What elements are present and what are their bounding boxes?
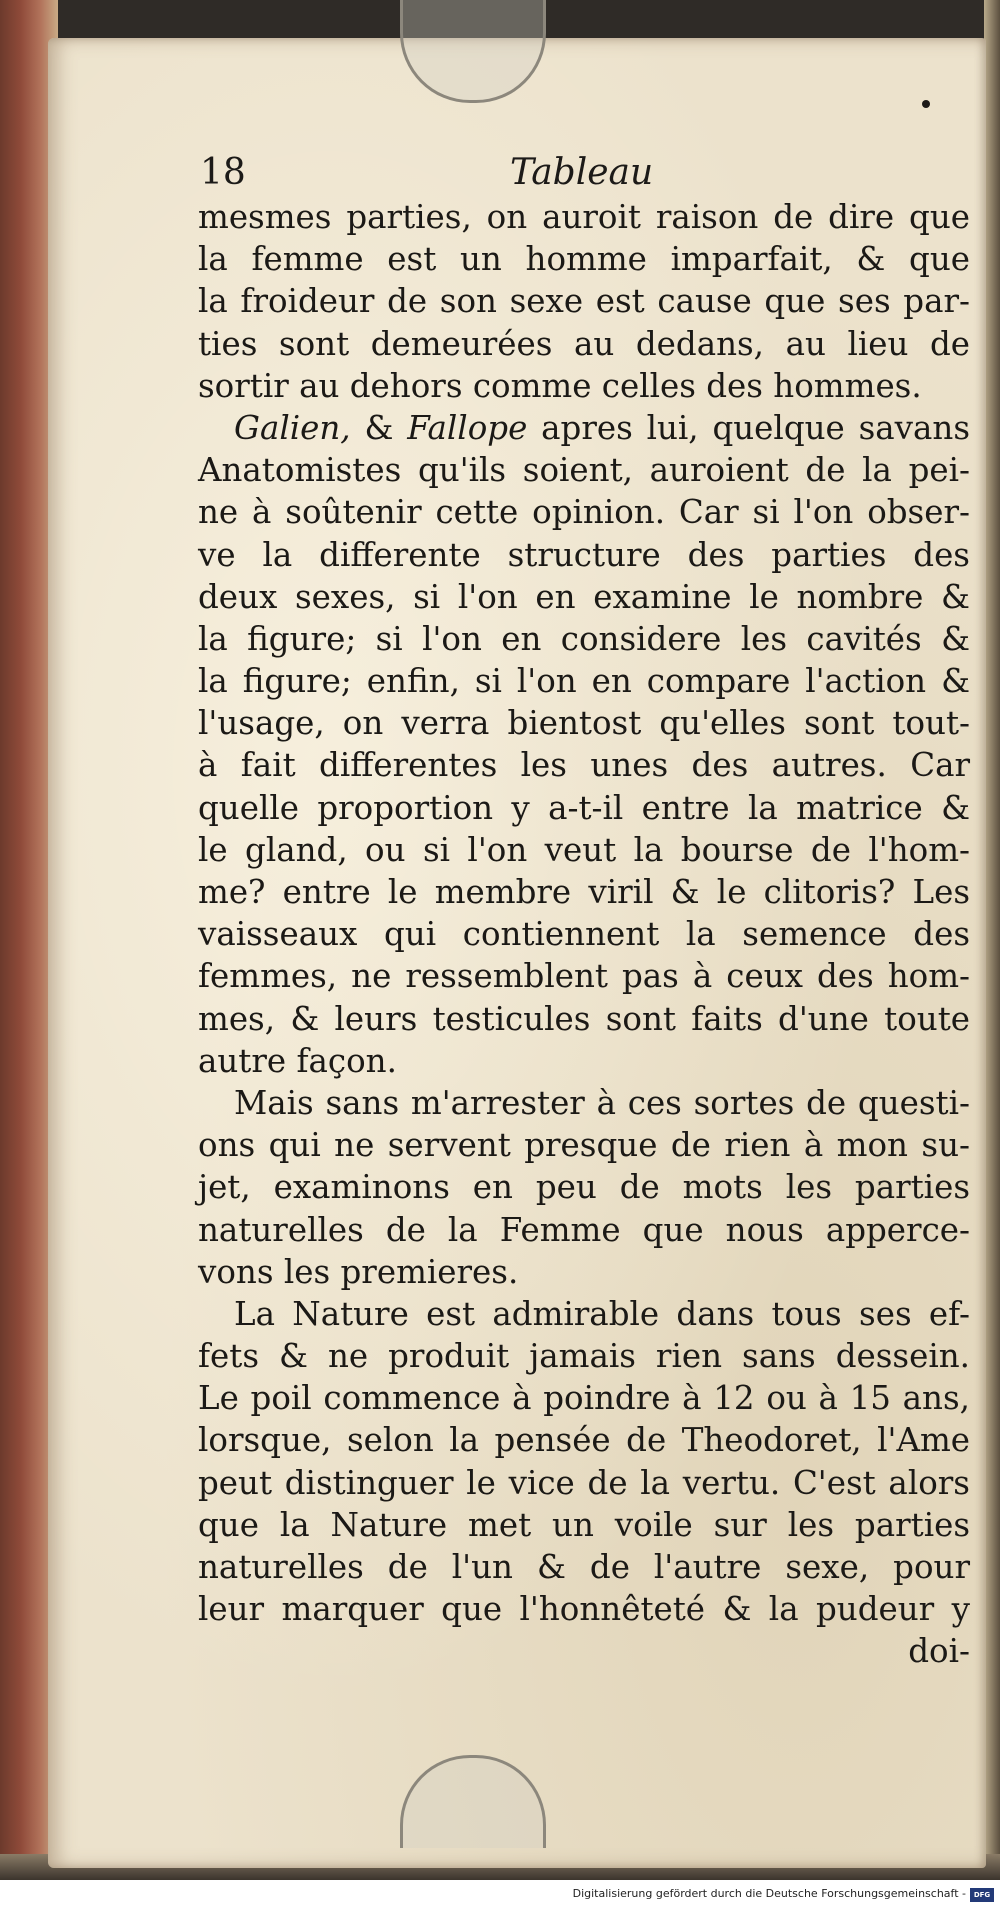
text-line: fets & ne produit jamais rien sans dessein.: [198, 1337, 970, 1376]
text-line: ons qui ne servent presque de rien à mon su-: [198, 1126, 970, 1165]
text-line: deux sexes, si l'on en examine le nombre &: [198, 577, 970, 616]
conjunction: &: [350, 408, 408, 447]
dfg-logo: DFG: [970, 1888, 994, 1902]
page-number: 18: [200, 152, 246, 193]
ink-spot-icon: [922, 100, 930, 108]
text-line: vons les premieres.: [198, 1252, 519, 1291]
text-line: mes, & leurs testicules sont faits d'une toute: [198, 999, 970, 1038]
text-line: ve la differente structure des parties des: [198, 535, 970, 574]
text-line: leur marquer que l'honnêteté & la pudeur y: [198, 1590, 970, 1629]
text-line: l'usage, on verra bientost qu'elles sont tout-: [198, 704, 970, 743]
running-head: [200, 152, 900, 202]
text-line: vaisseaux qui contiennent la semence des: [198, 915, 970, 954]
book-edge-right: [984, 0, 1000, 1880]
text-line: à fait differentes les unes des autres. Car: [198, 746, 970, 785]
text-line: Mais sans m'arrester à ces sortes de questi-: [234, 1083, 970, 1122]
text-line: mesmes parties, on auroit raison de dire que: [198, 198, 970, 236]
digitization-credit: Digitalisierung gefördert durch die Deutsche Forschungsgemeinschaft -: [572, 1887, 966, 1900]
text-line: La Nature est admirable dans tous ses ef-: [234, 1294, 970, 1333]
text-line: la femme est un homme imparfait, & que: [198, 240, 970, 279]
text-line: la figure; enfin, si l'on en compare l'action &: [198, 662, 970, 701]
text-line-rest: apres lui, quelque savans: [541, 408, 970, 447]
text-line: Anatomistes qu'ils soient, auroient de la pei-: [198, 451, 970, 490]
text-line: quelle proportion y a-t-il entre la matrice &: [198, 788, 970, 827]
text-block: [198, 196, 970, 1673]
text-line: la froideur de son sexe est cause que ses par-: [198, 282, 970, 321]
text-line: ne à soûtenir cette opinion. Car si l'on obser-: [198, 493, 970, 532]
text-line: ties sont demeurées au dedans, au lieu de: [198, 324, 970, 363]
catchword: doi-: [908, 1632, 970, 1671]
author-name-fallope: Fallope: [407, 408, 528, 447]
text-line: naturelles de la Femme que nous apperce-: [198, 1210, 970, 1249]
text-line: jet, examinons en peu de mots les parties: [198, 1168, 970, 1207]
text-line: peut distinguer le vice de la vertu. C'est alors: [198, 1463, 970, 1502]
text-line: le gland, ou si l'on veut la bourse de l'hom-: [198, 830, 970, 869]
text-line: femmes, ne ressemblent pas à ceux des hom-: [198, 957, 970, 996]
text-line: que la Nature met un voile sur les parties: [198, 1505, 970, 1544]
footer-bar: [0, 1880, 1000, 1910]
text-line: la figure; si l'on en considere les cavités &: [198, 619, 970, 658]
text-line: lorsque, selon la pensée de Theodoret, l'Ame: [198, 1421, 970, 1460]
text-line: naturelles de l'un & de l'autre sexe, pour: [198, 1548, 970, 1586]
author-name-galien: Galien,: [234, 408, 351, 447]
text-line: Le poil commence à poindre à 12 ou à 15 ans,: [198, 1379, 970, 1418]
text-line-galien: [198, 407, 970, 449]
text-line: sortir au dehors comme celles des hommes.: [198, 366, 922, 405]
text-line: me? entre le membre viril & le clitoris? Les: [198, 873, 970, 911]
text-line: autre façon.: [198, 1041, 397, 1080]
running-title: Tableau: [510, 152, 654, 193]
